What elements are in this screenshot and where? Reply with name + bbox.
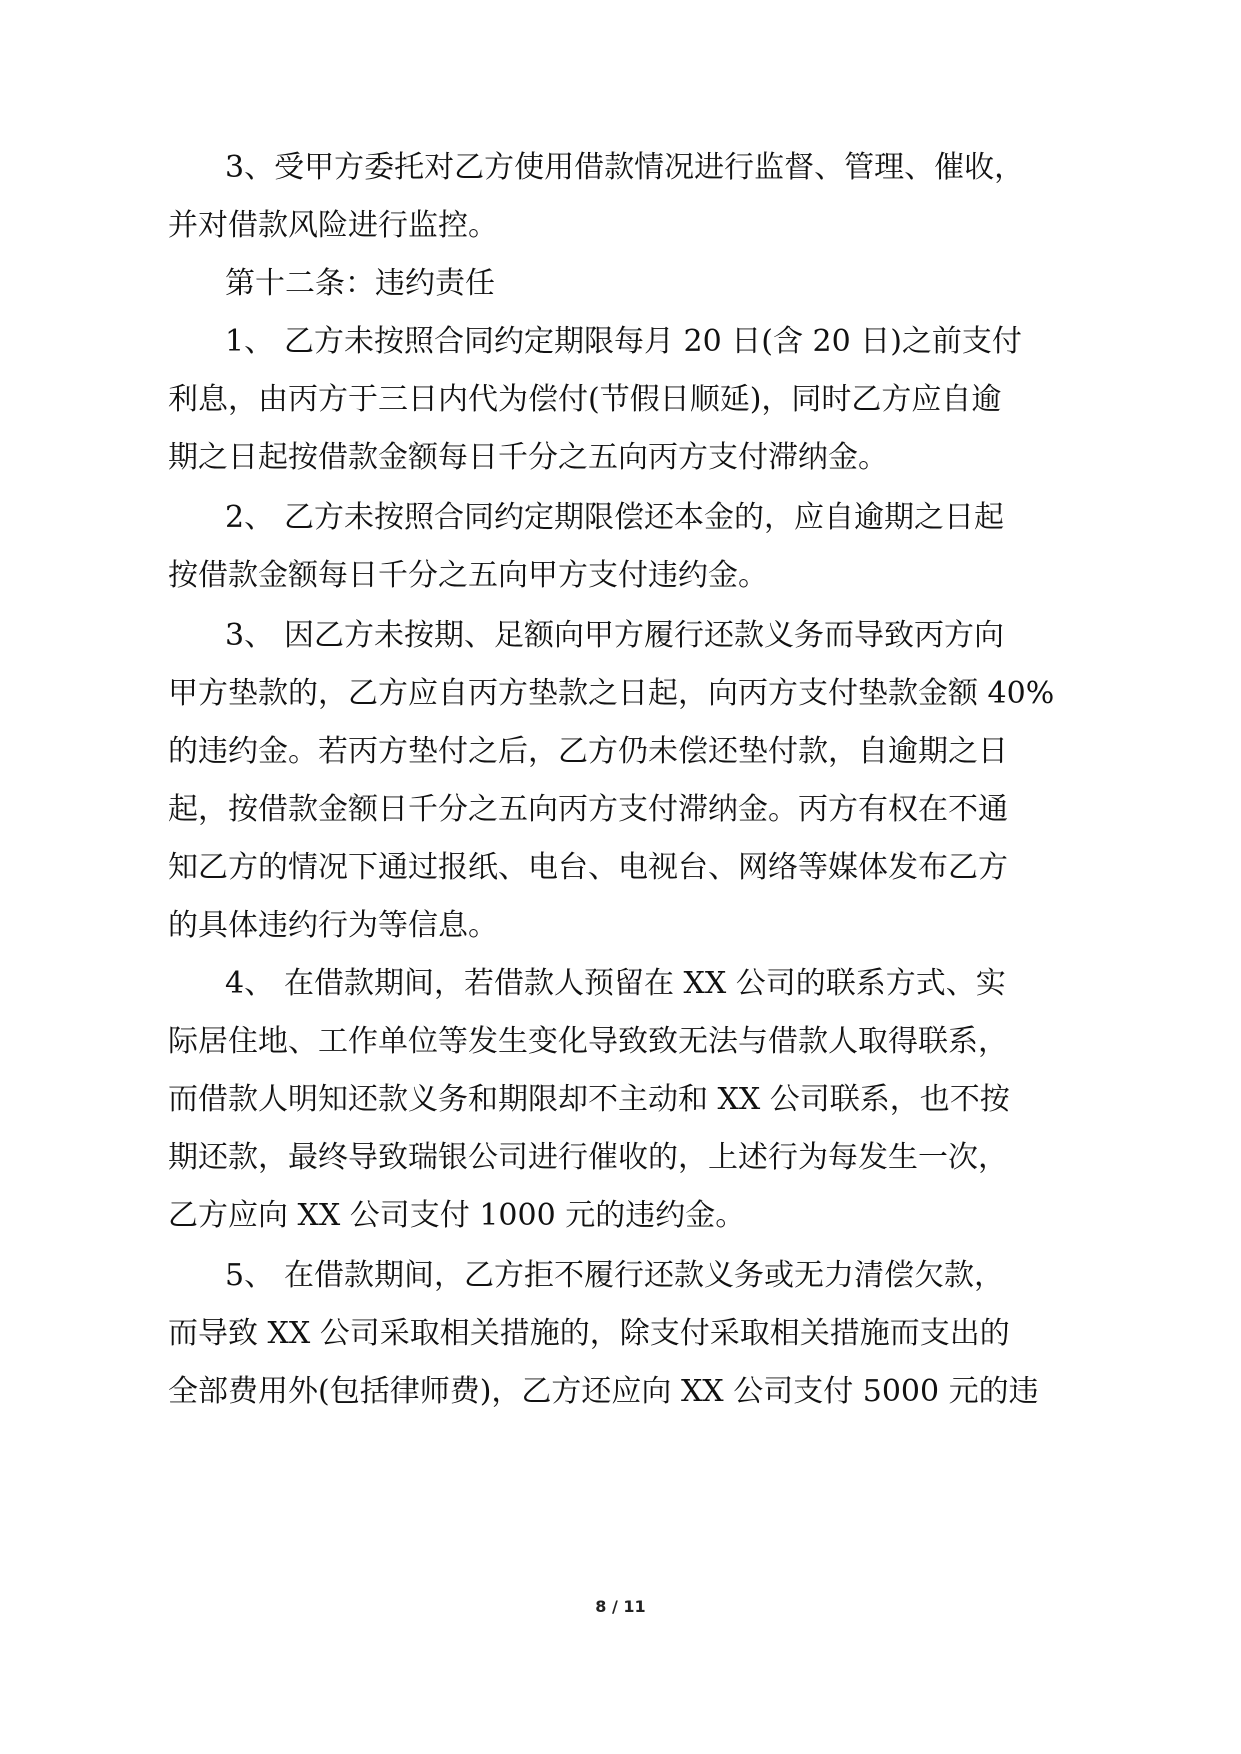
line-text: 起，按借款金额日千分之五向丙方支付滞纳金。丙方有权在不通	[168, 792, 1008, 827]
list-marker: 5、	[225, 1258, 275, 1293]
line-text: 并对借款风险进行监控。	[168, 208, 498, 243]
list-marker: 1、	[225, 324, 275, 359]
line-text: 而导致 XX 公司采取相关措施的，除支付采取相关措施而支出的	[168, 1316, 1010, 1351]
text-line	[0, 1372, 1241, 1442]
line-text: 在借款期间，若借款人预留在 XX 公司的联系方式、实	[284, 966, 1006, 1001]
list-marker: 4、	[225, 966, 275, 1001]
line-text: 的具体违约行为等信息。	[168, 908, 498, 943]
line-text: 乙方未按照合同约定期限偿还本金的，应自逾期之日起	[284, 500, 1004, 535]
line-text: 因乙方未按期、足额向甲方履行还款义务而导致丙方向	[284, 618, 1004, 653]
line-text: 的违约金。若丙方垫付之后，乙方仍未偿还垫付款，自逾期之日	[168, 734, 1008, 769]
line-text: 利息，由丙方于三日内代为偿付(节假日顺延)，同时乙方应自逾	[168, 382, 1002, 417]
page-number: 8 / 11	[595, 1597, 646, 1616]
line-text: 际居住地、工作单位等发生变化导致致无法与借款人取得联系，	[168, 1024, 1008, 1059]
line-text: 3、受甲方委托对乙方使用借款情况进行监督、管理、催收，	[225, 150, 1025, 185]
section-heading-text: 第十二条：违约责任	[225, 266, 495, 301]
line-text: 全部费用外(包括律师费)，乙方还应向 XX 公司支付 5000 元的违	[168, 1374, 1039, 1409]
line-text: 乙方应向 XX 公司支付 1000 元的违约金。	[168, 1198, 746, 1233]
list-marker: 3、	[225, 618, 275, 653]
line-text: 期还款，最终导致瑞银公司进行催收的，上述行为每发生一次，	[168, 1140, 1008, 1175]
line-text: 知乙方的情况下通过报纸、电台、电视台、网络等媒体发布乙方	[168, 850, 1008, 885]
line-text: 而借款人明知还款义务和期限却不主动和 XX 公司联系，也不按	[168, 1082, 1010, 1117]
line-text: 甲方垫款的，乙方应自丙方垫款之日起，向丙方支付垫款金额 40%	[168, 676, 1055, 711]
list-marker: 2、	[225, 500, 275, 535]
line-text: 在借款期间，乙方拒不履行还款义务或无力清偿欠款，	[284, 1258, 1004, 1293]
line-text: 乙方未按照合同约定期限每月 20 日(含 20 日)之前支付	[284, 324, 1022, 359]
line-text: 按借款金额每日千分之五向甲方支付违约金。	[168, 558, 768, 593]
line-text: 期之日起按借款金额每日千分之五向丙方支付滞纳金。	[168, 440, 888, 475]
